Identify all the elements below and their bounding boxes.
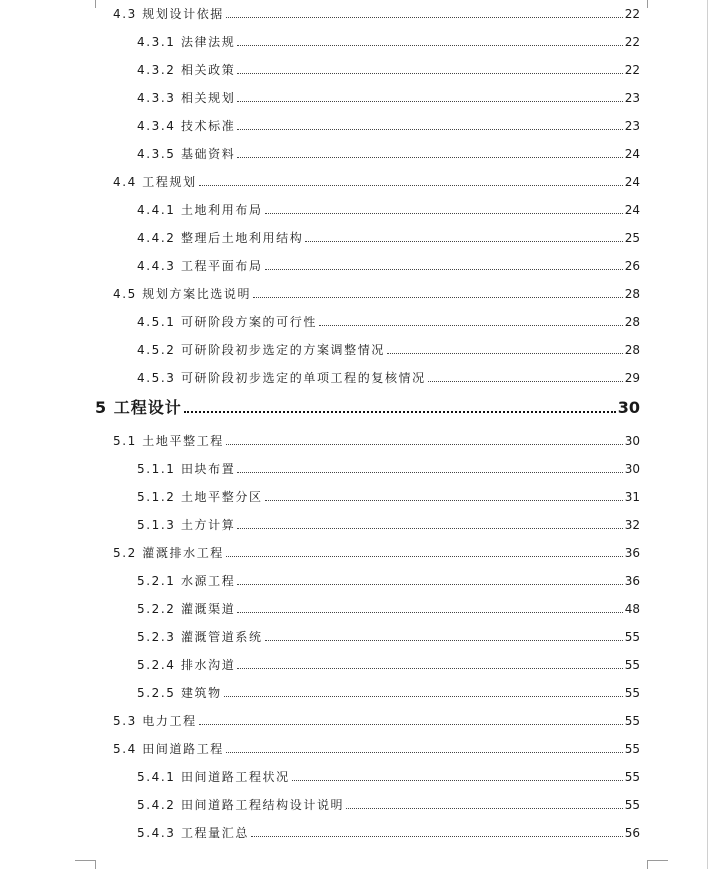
- toc-entry[interactable]: [113, 741, 640, 757]
- dot-leader: [237, 472, 622, 473]
- toc-entry-page: 55: [624, 770, 640, 784]
- crop-mark-bottom-right-vertical: [647, 860, 648, 869]
- dot-leader: [199, 724, 623, 725]
- crop-mark-bottom-left-vertical: [95, 860, 96, 869]
- toc-entry[interactable]: [137, 258, 640, 274]
- toc-entry[interactable]: [113, 713, 640, 729]
- toc-entry[interactable]: [113, 545, 640, 561]
- dot-leader: [251, 836, 623, 837]
- toc-entry-page: 36: [624, 546, 640, 560]
- toc-entry[interactable]: [113, 433, 640, 449]
- toc-entry[interactable]: [137, 685, 640, 701]
- dot-leader: [199, 185, 623, 186]
- toc-entry-page: 24: [624, 175, 640, 189]
- toc-entry[interactable]: [113, 6, 640, 22]
- dot-leader: [387, 353, 623, 354]
- toc-entry-page: 55: [624, 742, 640, 756]
- toc-entry-title: 4.5.1 可研阶段方案的可行性: [137, 315, 317, 329]
- toc-entry-title: 4.4.1 土地利用布局: [137, 203, 263, 217]
- toc-entry[interactable]: [137, 202, 640, 218]
- toc-entry-page: 26: [624, 259, 640, 273]
- toc-entry-title: 5.2.3 灌溉管道系统: [137, 630, 263, 644]
- toc-entry-title: 5.2.2 灌溉渠道: [137, 602, 236, 616]
- toc-entry[interactable]: [137, 230, 640, 246]
- toc-entry-page: 55: [624, 686, 640, 700]
- toc-entry[interactable]: [137, 601, 640, 617]
- toc-entry-page: 28: [624, 287, 640, 301]
- toc-entry-page: 36: [624, 574, 640, 588]
- toc-entry-page: 22: [624, 7, 640, 21]
- toc-entry-page: 22: [624, 63, 640, 77]
- toc-entry-title: 4.4.2 整理后土地利用结构: [137, 231, 304, 245]
- toc-entry[interactable]: [137, 342, 640, 358]
- dot-leader: [237, 584, 622, 585]
- toc-entry[interactable]: [137, 489, 640, 505]
- toc-entry-page: 48: [624, 602, 640, 616]
- toc-entry[interactable]: [137, 573, 640, 589]
- dot-leader: [224, 696, 623, 697]
- toc-entry-page: 55: [624, 630, 640, 644]
- toc-entry-page: 55: [624, 714, 640, 728]
- page-right-edge: [707, 0, 708, 869]
- dot-leader: [237, 528, 622, 529]
- toc-entry-page: 32: [624, 518, 640, 532]
- dot-leader: [237, 612, 622, 613]
- toc-entry[interactable]: [137, 34, 640, 50]
- dot-leader: [184, 411, 616, 413]
- toc-entry-title: 5.2 灌溉排水工程: [113, 546, 224, 560]
- dot-leader: [226, 444, 623, 445]
- toc-entry-title: 4.3.2 相关政策: [137, 63, 236, 77]
- dot-leader: [265, 213, 623, 214]
- toc-entry-page: 28: [624, 343, 640, 357]
- toc-entry-title: 5.1.3 土方计算: [137, 518, 236, 532]
- toc-entry-page: 30: [624, 462, 640, 476]
- toc-entry[interactable]: [137, 461, 640, 477]
- toc-entry[interactable]: [137, 370, 640, 386]
- toc-entry-title: 5.3 电力工程: [113, 714, 197, 728]
- toc-entry-title: 4.3.4 技术标准: [137, 119, 236, 133]
- toc-entry-title: 5.4 田间道路工程: [113, 742, 224, 756]
- dot-leader: [237, 101, 622, 102]
- toc-entry-title: 4.4.3 工程平面布局: [137, 259, 263, 273]
- toc-chapter-page: 30: [617, 398, 640, 417]
- toc-entry-title: 5.1.2 土地平整分区: [137, 490, 263, 504]
- toc-entry-title: 4.3.5 基础资料: [137, 147, 236, 161]
- toc-entry-page: 24: [624, 147, 640, 161]
- toc-entry-page: 56: [624, 826, 640, 840]
- dot-leader: [237, 668, 622, 669]
- crop-mark-top-right-vertical: [647, 0, 648, 8]
- toc-entry[interactable]: [137, 314, 640, 330]
- toc-entry-page: 31: [624, 490, 640, 504]
- toc-entry-page: 24: [624, 203, 640, 217]
- dot-leader: [253, 297, 623, 298]
- dot-leader: [265, 269, 623, 270]
- toc-entry[interactable]: [137, 629, 640, 645]
- dot-leader: [226, 556, 623, 557]
- dot-leader: [305, 241, 622, 242]
- dot-leader: [319, 325, 623, 326]
- dot-leader: [237, 45, 622, 46]
- dot-leader: [346, 808, 623, 809]
- toc-entry-title: 4.5.2 可研阶段初步选定的方案调整情况: [137, 343, 385, 357]
- toc-entry[interactable]: [137, 797, 640, 813]
- toc-entry-title: 5.4.2 田间道路工程结构设计说明: [137, 798, 345, 812]
- toc-entry-page: 28: [624, 315, 640, 329]
- toc-entry-title: 4.5.3 可研阶段初步选定的单项工程的复核情况: [137, 371, 426, 385]
- toc-entry[interactable]: [137, 146, 640, 162]
- toc-entry-title: 5.4.1 田间道路工程状况: [137, 770, 290, 784]
- toc-chapter-title: 5 工程设计: [95, 398, 182, 417]
- toc-entry-title: 5.1.1 田块布置: [137, 462, 236, 476]
- dot-leader: [428, 381, 623, 382]
- toc-entry-title: 4.3.1 法律法规: [137, 35, 236, 49]
- dot-leader: [226, 17, 623, 18]
- crop-mark-bottom-right-horizontal: [647, 860, 668, 861]
- toc-entry-page: 23: [624, 119, 640, 133]
- toc-entry[interactable]: [137, 769, 640, 785]
- toc-entry-title: 4.3 规划设计依据: [113, 7, 224, 21]
- toc-entry[interactable]: [137, 62, 640, 78]
- toc-entry-page: 55: [624, 798, 640, 812]
- toc-entry-page: 55: [624, 658, 640, 672]
- dot-leader: [265, 640, 623, 641]
- toc-entry-title: 4.3.3 相关规划: [137, 91, 236, 105]
- toc-entry-page: 22: [624, 35, 640, 49]
- dot-leader: [237, 157, 622, 158]
- toc-entry-title: 5.1 土地平整工程: [113, 434, 224, 448]
- toc-entry[interactable]: [137, 90, 640, 106]
- toc-chapter-entry[interactable]: [95, 398, 640, 418]
- toc-entry-title: 4.4 工程规划: [113, 175, 197, 189]
- toc-entry-title: 5.2.4 排水沟道: [137, 658, 236, 672]
- toc-entry-title: 4.5 规划方案比选说明: [113, 287, 252, 301]
- dot-leader: [265, 500, 623, 501]
- toc-entry[interactable]: [113, 286, 640, 302]
- toc-entry-page: 30: [624, 434, 640, 448]
- toc-entry[interactable]: [137, 118, 640, 134]
- toc-entry[interactable]: [137, 517, 640, 533]
- crop-mark-bottom-left-horizontal: [75, 860, 96, 861]
- toc-entry-title: 5.2.5 建筑物: [137, 686, 222, 700]
- dot-leader: [237, 73, 622, 74]
- dot-leader: [237, 129, 622, 130]
- toc-entry-page: 29: [624, 371, 640, 385]
- toc-entry[interactable]: [137, 657, 640, 673]
- toc-entry-page: 25: [624, 231, 640, 245]
- toc-entry[interactable]: [113, 174, 640, 190]
- crop-mark-top-left-vertical: [95, 0, 96, 8]
- dot-leader: [226, 752, 623, 753]
- toc-entry-title: 5.4.3 工程量汇总: [137, 826, 249, 840]
- toc-entry-page: 23: [624, 91, 640, 105]
- dot-leader: [292, 780, 623, 781]
- toc-entry[interactable]: [137, 825, 640, 841]
- toc-entry-title: 5.2.1 水源工程: [137, 574, 236, 588]
